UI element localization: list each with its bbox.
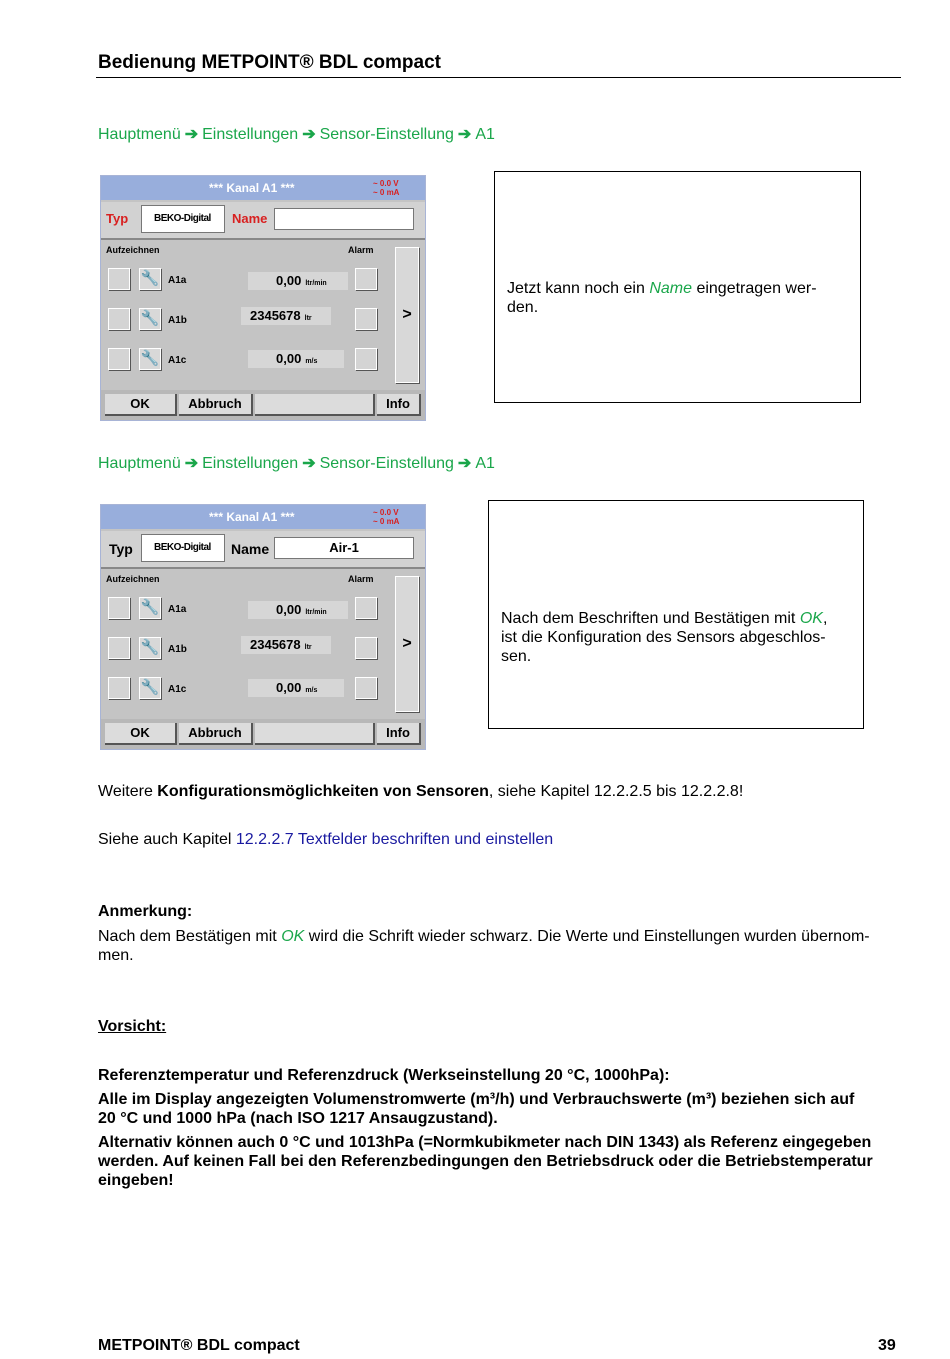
note-text-part: sen. bbox=[501, 648, 532, 665]
button-bar bbox=[101, 719, 425, 749]
name-field[interactable] bbox=[274, 208, 414, 230]
breadcrumb-item: Hauptmenü bbox=[98, 455, 181, 472]
name-field[interactable]: Air-1 bbox=[274, 537, 414, 559]
alarm-label: Alarm bbox=[348, 574, 374, 584]
type-label: Typ bbox=[109, 541, 133, 557]
info-button[interactable]: Info bbox=[377, 394, 421, 416]
wrench-icon[interactable]: 🔧 bbox=[139, 308, 161, 330]
note-text-part: Nach dem Beschriften und Bestätigen mit bbox=[501, 610, 800, 627]
arrow-right-icon: ➔ bbox=[302, 455, 316, 472]
remark-title: Anmerkung: bbox=[98, 903, 193, 920]
breadcrumb-item: Einstellungen bbox=[202, 455, 299, 472]
caution-title: Vorsicht: bbox=[98, 1018, 167, 1035]
channel-id: A1c bbox=[168, 355, 187, 366]
text-part: Alle im Display angezeigten Volumenstromwerte (m³/h) und Verbrauchswerte (m³) beziehen sich auf bbox=[98, 1091, 855, 1108]
empty-button[interactable] bbox=[255, 723, 375, 745]
further-config-text bbox=[98, 782, 898, 801]
value-unit: ltr bbox=[304, 315, 312, 322]
channel-value bbox=[241, 307, 331, 325]
arrow-right-icon: ➔ bbox=[457, 126, 472, 143]
arrow-right-icon: ➔ bbox=[184, 455, 199, 472]
note-box bbox=[488, 500, 864, 729]
next-button[interactable]: > bbox=[395, 247, 419, 383]
type-field[interactable]: BEKO-Digital bbox=[141, 534, 225, 562]
text-highlight: OK bbox=[281, 928, 305, 945]
name-label: Name bbox=[232, 211, 268, 226]
value-unit: m/s bbox=[305, 687, 318, 694]
type-name-row bbox=[101, 531, 425, 567]
info-button[interactable]: Info bbox=[377, 723, 421, 745]
name-label: Name bbox=[231, 541, 270, 557]
screen-title-bar bbox=[101, 176, 425, 200]
caution-paragraph bbox=[98, 1090, 898, 1128]
arrow-right-icon: ➔ bbox=[184, 126, 199, 143]
wrench-icon[interactable]: 🔧 bbox=[139, 677, 161, 699]
value-unit: ltr/min bbox=[305, 609, 327, 616]
empty-button[interactable] bbox=[255, 394, 375, 416]
value-number: 0,00 bbox=[276, 273, 302, 288]
record-label: Aufzeichnen bbox=[106, 245, 160, 255]
channel-value bbox=[248, 601, 348, 619]
page-number: 39 bbox=[878, 1337, 896, 1354]
alarm-checkbox[interactable] bbox=[355, 637, 377, 659]
record-checkbox[interactable] bbox=[108, 348, 130, 370]
breadcrumb bbox=[98, 124, 495, 144]
page-header-title: Bedienung METPOINT® BDL compact bbox=[98, 52, 442, 73]
text-part: 20 °C und 1000 hPa (nach ISO 1217 Ansaugzustand). bbox=[98, 1110, 498, 1127]
breadcrumb-item: Hauptmenü bbox=[98, 126, 181, 143]
record-checkbox[interactable] bbox=[108, 597, 130, 619]
signal-readout bbox=[373, 179, 399, 197]
cancel-button[interactable]: Abbruch bbox=[179, 394, 253, 416]
text-part: Nach dem Bestätigen mit bbox=[98, 928, 282, 945]
text-part: werden. Auf keinen Fall bei den Referenzbedingungen den Betriebsdruck oder die Betriebstemperatur bbox=[98, 1153, 873, 1170]
channel-id: A1b bbox=[168, 644, 187, 655]
voltage-readout: ~ 0.0 V bbox=[373, 179, 399, 188]
text-bold: Konfigurationsmöglichkeiten von Sensoren bbox=[157, 783, 489, 800]
note-text bbox=[501, 609, 843, 666]
type-name-row bbox=[101, 202, 425, 238]
record-checkbox[interactable] bbox=[108, 268, 130, 290]
channel-id: A1a bbox=[168, 275, 187, 286]
wrench-icon[interactable]: 🔧 bbox=[139, 637, 161, 659]
ok-button[interactable]: OK bbox=[105, 394, 177, 416]
current-readout: ~ 0 mA bbox=[373, 517, 400, 526]
signal-readout bbox=[373, 508, 399, 526]
type-field[interactable]: BEKO-Digital bbox=[141, 205, 225, 233]
breadcrumb-item: Sensor-Einstellung bbox=[319, 455, 454, 472]
wrench-icon[interactable]: 🔧 bbox=[139, 348, 161, 370]
channel-id: A1b bbox=[168, 315, 187, 326]
value-unit: ltr bbox=[304, 644, 312, 651]
type-label: Typ bbox=[106, 211, 129, 226]
device-screen bbox=[100, 175, 426, 421]
alarm-checkbox[interactable] bbox=[355, 677, 377, 699]
channel-title: *** Kanal A1 *** bbox=[209, 510, 295, 524]
caution-heading: Referenztemperatur und Referenzdruck (Werkseinstellung 20 °C, 1000hPa): bbox=[98, 1067, 670, 1084]
note-highlight: Name bbox=[649, 280, 692, 297]
value-number: 2345678 bbox=[250, 308, 301, 323]
channel-id: A1a bbox=[168, 604, 187, 615]
text-part: eingeben! bbox=[98, 1172, 174, 1189]
screen-title-bar bbox=[101, 505, 425, 529]
arrow-right-icon: ➔ bbox=[457, 455, 472, 472]
wrench-icon[interactable]: 🔧 bbox=[139, 597, 161, 619]
note-text-part: den. bbox=[507, 299, 539, 316]
caution-paragraph bbox=[98, 1133, 898, 1190]
text-part: men. bbox=[98, 947, 134, 964]
wrench-icon[interactable]: 🔧 bbox=[139, 268, 161, 290]
breadcrumb bbox=[98, 453, 495, 473]
button-bar bbox=[101, 390, 425, 420]
note-box bbox=[494, 171, 861, 403]
voltage-readout: ~ 0.0 V bbox=[373, 508, 399, 517]
divider bbox=[101, 567, 425, 569]
alarm-checkbox[interactable] bbox=[355, 348, 377, 370]
ok-button[interactable]: OK bbox=[105, 723, 177, 745]
channel-title: *** Kanal A1 *** bbox=[209, 181, 295, 195]
alarm-checkbox[interactable] bbox=[355, 268, 377, 290]
text-part: , siehe Kapitel 12.2.2.5 bis 12.2.2.8! bbox=[488, 783, 744, 800]
value-number: 0,00 bbox=[276, 680, 302, 695]
channel-value bbox=[241, 636, 331, 654]
arrow-right-icon: ➔ bbox=[302, 126, 316, 143]
note-text-part: , bbox=[822, 610, 828, 627]
breadcrumb-item: Einstellungen bbox=[202, 126, 299, 143]
note-text-part: Jetzt kann noch ein bbox=[507, 280, 650, 297]
value-number: 0,00 bbox=[276, 602, 302, 617]
remark-text bbox=[98, 927, 898, 965]
channel-value bbox=[248, 679, 344, 697]
note-text-part: eingetragen wer- bbox=[692, 280, 817, 297]
text-part: Weitere bbox=[98, 783, 158, 800]
current-readout: ~ 0 mA bbox=[373, 188, 400, 197]
alarm-label: Alarm bbox=[348, 245, 374, 255]
breadcrumb-item: A1 bbox=[475, 126, 495, 143]
value-unit: ltr/min bbox=[305, 280, 327, 287]
value-number: 2345678 bbox=[250, 637, 301, 652]
channel-value bbox=[248, 350, 344, 368]
record-label: Aufzeichnen bbox=[106, 574, 160, 584]
note-highlight: OK bbox=[799, 610, 823, 627]
alarm-checkbox[interactable] bbox=[355, 308, 377, 330]
record-checkbox[interactable] bbox=[108, 677, 130, 699]
text-part: Siehe auch Kapitel bbox=[98, 831, 236, 848]
footer-title: METPOINT® BDL compact bbox=[98, 1337, 300, 1354]
see-also-text bbox=[98, 830, 898, 849]
value-unit: m/s bbox=[305, 358, 318, 365]
value-number: 0,00 bbox=[276, 351, 302, 366]
channel-value bbox=[248, 272, 348, 290]
header-divider bbox=[96, 77, 901, 78]
note-text bbox=[507, 279, 840, 317]
record-checkbox[interactable] bbox=[108, 308, 130, 330]
device-screen bbox=[100, 504, 426, 750]
breadcrumb-item: Sensor-Einstellung bbox=[319, 126, 454, 143]
chapter-link[interactable]: 12.2.2.7 Textfelder beschriften und einstellen bbox=[235, 831, 554, 848]
record-checkbox[interactable] bbox=[108, 637, 130, 659]
text-part: wird die Schrift wieder schwarz. Die Werte und Einstellungen wurden übernom- bbox=[304, 928, 870, 945]
breadcrumb-item: A1 bbox=[475, 455, 495, 472]
channel-id: A1c bbox=[168, 684, 187, 695]
cancel-button[interactable]: Abbruch bbox=[179, 723, 253, 745]
note-text-part: ist die Konfiguration des Sensors abgeschlos- bbox=[501, 629, 826, 646]
text-part: Alternativ können auch 0 °C und 1013hPa (=Normkubikmeter nach DIN 1343) als Referenz eingegeben bbox=[98, 1134, 872, 1151]
next-button[interactable]: > bbox=[395, 576, 419, 712]
alarm-checkbox[interactable] bbox=[355, 597, 377, 619]
divider bbox=[101, 238, 425, 240]
